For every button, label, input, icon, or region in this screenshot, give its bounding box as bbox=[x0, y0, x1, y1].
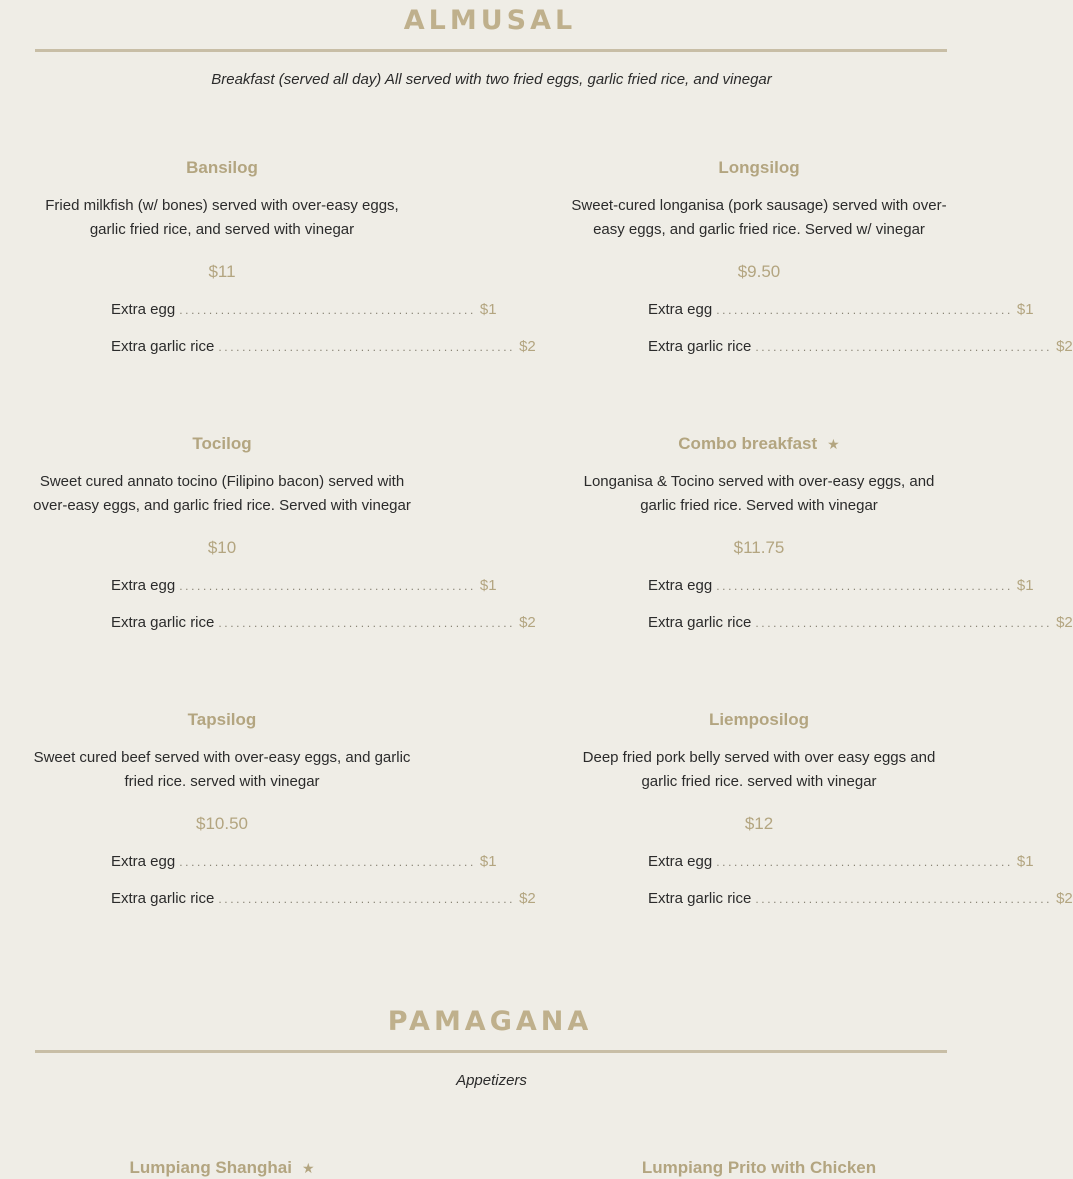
extra-price: $2 bbox=[519, 890, 536, 907]
menu-item-name: Tocilog bbox=[192, 434, 252, 453]
extra-label: Extra garlic rice bbox=[648, 890, 752, 907]
extra-row bbox=[111, 337, 536, 357]
menu-item-price: $11.75 bbox=[733, 538, 785, 557]
menu-item-extras bbox=[111, 300, 536, 357]
section-title-almusal: ALMUSAL bbox=[403, 5, 577, 36]
menu-item-price: $11 bbox=[208, 262, 236, 281]
menu-item-name: Bansilog bbox=[186, 158, 258, 177]
extra-price: $2 bbox=[1056, 338, 1073, 355]
menu-item-tocilog bbox=[32, 433, 536, 650]
menu-item-name: Tapsilog bbox=[187, 710, 257, 729]
extra-label: Extra garlic rice bbox=[648, 338, 752, 355]
extra-row bbox=[648, 889, 1073, 909]
star-icon: ★ bbox=[827, 436, 840, 452]
menu-item-liemposilog bbox=[569, 709, 1073, 926]
menu-item-extras bbox=[111, 576, 536, 633]
extra-row bbox=[111, 300, 497, 320]
menu-item-tapsilog bbox=[32, 709, 536, 926]
dot-leader: .................................................. bbox=[716, 855, 1013, 869]
extra-price: $1 bbox=[1016, 301, 1034, 318]
extra-label: Extra egg bbox=[111, 301, 176, 318]
menu-item-lumpiang-prito bbox=[569, 1157, 949, 1179]
extra-row bbox=[111, 889, 536, 909]
menu-item-description: Deep fried pork belly served with over easy eggs and garlic fried rice. served with vinegar bbox=[582, 749, 936, 790]
extra-row bbox=[648, 852, 1034, 872]
dot-leader: .................................................. bbox=[716, 303, 1013, 317]
section-subtitle-almusal: Breakfast (served all day) All served with two fried eggs, garlic fried rice, and vinegar bbox=[211, 71, 772, 88]
extra-price: $1 bbox=[1016, 853, 1034, 870]
dot-leader: .................................................. bbox=[179, 303, 476, 317]
extra-label: Extra egg bbox=[648, 853, 713, 870]
extra-row bbox=[111, 613, 536, 633]
menu-item-description: Fried milkfish (w/ bones) served with over-easy eggs, garlic fried rice, and served with vinegar bbox=[45, 197, 399, 238]
section-title-pamagana: PAMAGANA bbox=[387, 1006, 593, 1037]
menu-item-longsilog bbox=[569, 157, 1073, 374]
menu-item-description: Longanisa & Tocino served with over-easy eggs, and garlic fried rice. Served with vinegar bbox=[583, 473, 935, 514]
menu-item-extras bbox=[648, 576, 1073, 633]
extra-row bbox=[648, 613, 1073, 633]
dot-leader: .................................................. bbox=[179, 579, 476, 593]
dot-leader: .................................................. bbox=[218, 340, 516, 354]
section-divider bbox=[35, 49, 947, 52]
extra-price: $2 bbox=[1056, 890, 1073, 907]
extra-row bbox=[111, 852, 497, 872]
extra-price: $1 bbox=[479, 853, 497, 870]
extra-price: $1 bbox=[479, 301, 497, 318]
menu-item-extras bbox=[648, 852, 1073, 909]
menu-item-price: $12 bbox=[744, 814, 774, 833]
star-icon: ★ bbox=[301, 1160, 315, 1176]
extra-price: $1 bbox=[479, 577, 497, 594]
section-divider bbox=[35, 1050, 947, 1053]
menu-item-extras bbox=[111, 852, 536, 909]
dot-leader: .................................................. bbox=[755, 892, 1053, 906]
extra-label: Extra garlic rice bbox=[648, 614, 752, 631]
extra-label: Extra egg bbox=[648, 301, 713, 318]
menu-item-name: Liemposilog bbox=[708, 710, 810, 729]
menu-item-name: Longsilog bbox=[718, 158, 800, 177]
extra-label: Extra garlic rice bbox=[111, 614, 215, 631]
extra-label: Extra egg bbox=[111, 853, 176, 870]
dot-leader: .................................................. bbox=[755, 616, 1053, 630]
extra-price: $1 bbox=[1016, 577, 1034, 594]
dot-leader: .................................................. bbox=[716, 579, 1013, 593]
extra-label: Extra egg bbox=[648, 577, 713, 594]
extra-row bbox=[648, 300, 1034, 320]
menu-item-description: Sweet-cured longanisa (pork sausage) served with over-easy eggs, and garlic fried rice. Served w/ vinegar bbox=[571, 197, 947, 238]
extra-price: $2 bbox=[519, 614, 536, 631]
extra-row bbox=[648, 576, 1034, 596]
extra-label: Extra egg bbox=[111, 577, 176, 594]
menu-item-name: Lumpiang Prito with Chicken bbox=[641, 1158, 877, 1177]
dot-leader: .................................................. bbox=[179, 855, 476, 869]
menu-item-combo-breakfast bbox=[569, 433, 1073, 650]
menu-item-extras bbox=[648, 300, 1073, 357]
menu-item-price: $10 bbox=[207, 538, 237, 557]
extra-price: $2 bbox=[1056, 614, 1073, 631]
extra-label: Extra garlic rice bbox=[111, 890, 215, 907]
menu-item-lumpiang-shanghai bbox=[32, 1157, 412, 1179]
menu-item-price: $10.50 bbox=[196, 814, 248, 833]
extra-price: $2 bbox=[519, 338, 536, 355]
extra-label: Extra garlic rice bbox=[111, 338, 215, 355]
menu-item-name: Combo breakfast ★ bbox=[678, 434, 840, 453]
extra-row bbox=[111, 576, 497, 596]
dot-leader: .................................................. bbox=[755, 340, 1053, 354]
dot-leader: .................................................. bbox=[218, 892, 516, 906]
section-subtitle-pamagana: Appetizers bbox=[456, 1072, 527, 1089]
menu-item-bansilog bbox=[32, 157, 536, 374]
menu-item-name: Lumpiang Shanghai ★ bbox=[129, 1158, 315, 1177]
extra-row bbox=[648, 337, 1073, 357]
menu-item-price: $9.50 bbox=[737, 262, 781, 281]
dot-leader: .................................................. bbox=[218, 616, 516, 630]
menu-item-description: Sweet cured annato tocino (Filipino bacon) served with over-easy eggs, and garlic fried rice. Served with vinegar bbox=[33, 473, 411, 514]
menu-item-description: Sweet cured beef served with over-easy eggs, and garlic fried rice. served with vinegar bbox=[33, 749, 411, 790]
